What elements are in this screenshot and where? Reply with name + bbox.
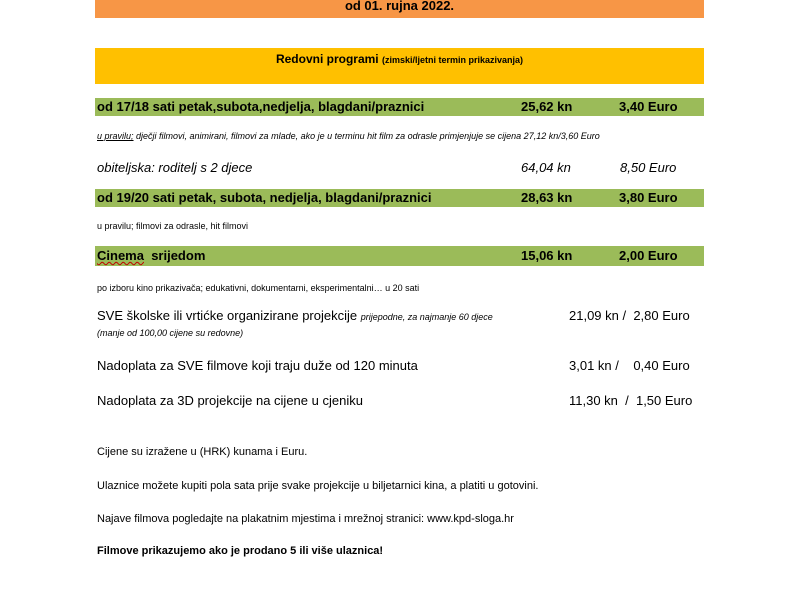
regular-programs-subtitle: (zimski/ljetni termin prikazivanja) bbox=[381, 55, 524, 65]
cinema-label-rest: srijedom bbox=[143, 248, 206, 263]
regular-programs-title: Redovni programi bbox=[275, 52, 379, 66]
tier1-price-kn: 25,62 kn bbox=[521, 99, 573, 114]
date-header-band bbox=[95, 0, 704, 18]
cinema-label-word: Cinema bbox=[97, 248, 144, 263]
tier2-note: u pravilu; filmovi za odrasle, hit filmovi bbox=[97, 221, 249, 231]
surcharge-long-row bbox=[97, 358, 704, 374]
cinema-note: po izboru kino prikazivača; edukativni, dokumentarni, eksperimentalni… u 20 sati bbox=[97, 283, 420, 293]
tier1-note-prefix: u pravilu; bbox=[97, 131, 134, 141]
cinema-label bbox=[97, 246, 205, 266]
footer-website-note: Najave filmova pogledajte na plakatnim mjestima i mrežnoj stranici: www.kpd-sloga.hr bbox=[97, 513, 514, 525]
school-label bbox=[97, 308, 493, 325]
tier1-row bbox=[95, 98, 704, 116]
footer-currency-note: Cijene su izražene u (HRK) kunama i Euru. bbox=[97, 446, 308, 458]
tier2-row bbox=[95, 189, 704, 207]
surcharge-3d-row bbox=[97, 393, 704, 409]
school-label-small: prijepodne, za najmanje 60 djece bbox=[360, 312, 493, 322]
surcharge-long-label: Nadoplata za SVE filmove koji traju duže od 120 minuta bbox=[97, 358, 418, 373]
school-note: (manje od 100,00 cijene su redovne) bbox=[97, 328, 244, 338]
tier1-note bbox=[97, 131, 657, 142]
tier1-note-text: dječji filmovi, animirani, filmovi za mlade, ako je u terminu hit film za odrasle primjenjuje se cijena 27,12 kn/3,60 Euro bbox=[133, 131, 600, 141]
school-label-main: SVE školske ili vrtićke organizirane projekcije bbox=[97, 308, 361, 323]
family-row bbox=[97, 159, 704, 177]
surcharge-long-price: 3,01 kn / 0,40 Euro bbox=[569, 358, 690, 373]
cinema-row bbox=[95, 246, 704, 266]
date-line: od 01. rujna 2022. bbox=[344, 0, 455, 13]
surcharge-3d-price: 11,30 kn / 1,50 Euro bbox=[569, 393, 693, 408]
school-row bbox=[97, 308, 704, 338]
family-label: obiteljska: roditelj s 2 djece bbox=[97, 160, 253, 175]
cinema-price-kn: 15,06 kn bbox=[521, 248, 573, 263]
family-price-kn: 64,04 kn bbox=[521, 160, 571, 175]
regular-programs-band bbox=[95, 48, 704, 84]
tier2-price-eur: 3,80 Euro bbox=[619, 190, 678, 205]
school-price: 21,09 kn / 2,80 Euro bbox=[569, 308, 690, 323]
footer-minimum-note: Filmove prikazujemo ako je prodano 5 ili više ulaznica! bbox=[97, 545, 384, 557]
tier1-price-eur: 3,40 Euro bbox=[619, 99, 678, 114]
footer-ticket-note: Ulaznice možete kupiti pola sata prije svake projekcije u biljetarnici kina, a platiti u gotovini. bbox=[97, 480, 539, 492]
tier2-price-kn: 28,63 kn bbox=[521, 190, 573, 205]
surcharge-3d-label: Nadoplata za 3D projekcije na cijene u cjeniku bbox=[97, 393, 363, 408]
family-price-eur: 8,50 Euro bbox=[620, 160, 677, 175]
tier2-label: od 19/20 sati petak, subota, nedjelja, blagdani/praznici bbox=[97, 190, 432, 205]
tier1-label: od 17/18 sati petak,subota,nedjelja, blagdani/praznici bbox=[97, 99, 425, 114]
cinema-price-eur: 2,00 Euro bbox=[619, 248, 678, 263]
